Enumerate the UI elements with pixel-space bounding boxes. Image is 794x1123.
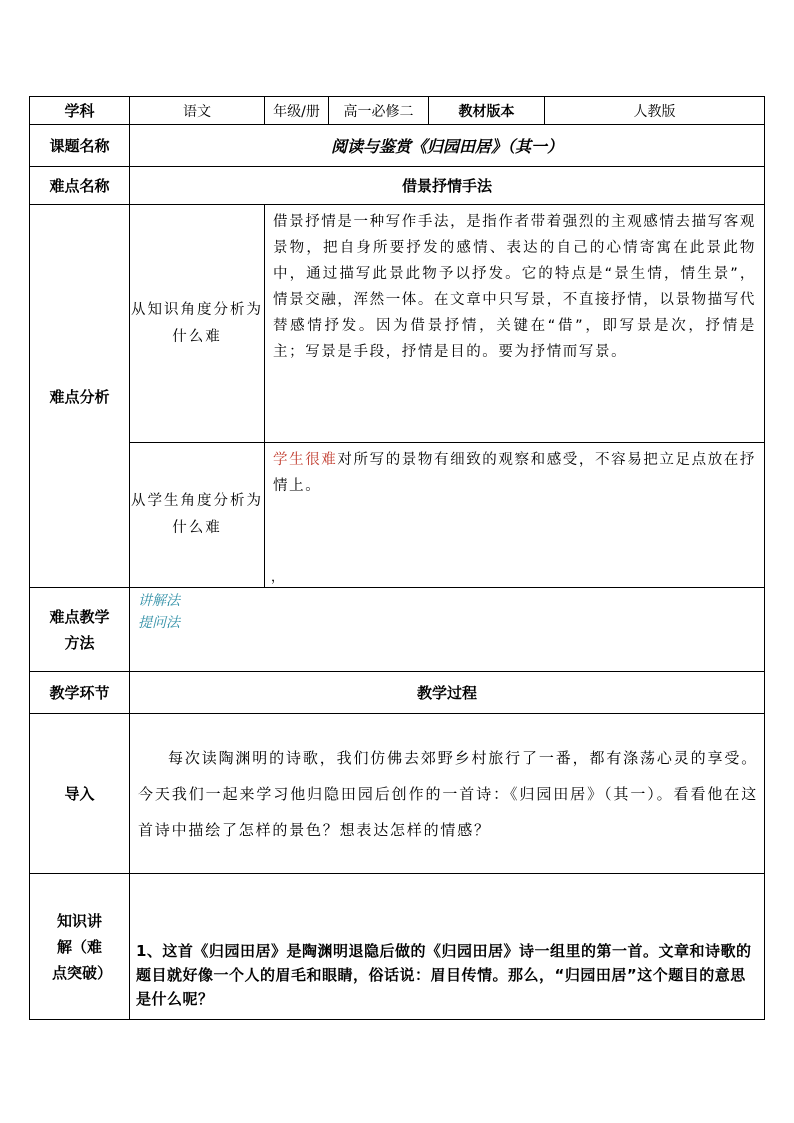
- intro-cell: [130, 714, 765, 874]
- student-angle-trailing-mark: ，: [271, 570, 285, 585]
- knowledge-angle-text: 借景抒情是一种写作手法，是指作者带着强烈的主观感情去描写客观景物，把自身所要抒发的感情、表达的自己的心情寄寓在此景此物中，通过描写此景此物予以抒发。它的特点是“景生情，情生景”，情景交融，浑然一体。在文章中只写景，不直接抒情，以景物描写代替感情抒发。因为借景抒情，关键在“借”，即写景是次，抒情是主；写景是手段，抒情是目的。要为抒情而写景。: [273, 214, 756, 360]
- student-angle-rest: 对所写的景物有细致的观察和感受，不容易把立足点放在抒情上。: [273, 452, 757, 494]
- grade-value: 高一必修二: [329, 97, 429, 125]
- difficulty-value: 借景抒情手法: [130, 167, 765, 205]
- intro-text-content: 每次读陶渊明的诗歌，我们仿佛去郊野乡村旅行了一番，都有涤荡心灵的享受。今天我们一起来学习他归隐田园后创作的一首诗：《归园田居》（其一）。看看他在这首诗中描绘了怎样的景色？想表达怎样的情感？: [138, 748, 758, 839]
- method-row: [30, 588, 765, 672]
- analysis-label: 难点分析: [30, 205, 130, 588]
- method-label: [30, 588, 130, 672]
- process-row: [30, 672, 765, 714]
- process-label: 教学环节: [30, 672, 130, 714]
- edition-label: 教材版本: [429, 97, 545, 125]
- intro-label: 导入: [30, 714, 130, 874]
- knowledge-label-text: 知识讲解（难点突破）: [52, 911, 113, 982]
- knowledge-angle-cell: [265, 205, 765, 443]
- student-angle-highlight: 学生很难: [273, 452, 338, 468]
- analysis-knowledge-row: [30, 205, 765, 443]
- subject-value: 语文: [130, 97, 265, 125]
- intro-text: [130, 740, 764, 848]
- grade-label: 年级/册: [265, 97, 329, 125]
- student-angle-cell: [265, 443, 765, 588]
- topic-row: [30, 125, 765, 167]
- lesson-plan-table: [29, 96, 765, 1020]
- knowledge-row: [30, 874, 765, 1020]
- method-cell: [130, 588, 765, 672]
- method-item-2: 提问法: [138, 615, 180, 631]
- edition-value: 人教版: [545, 97, 765, 125]
- method-item-1: 讲解法: [138, 593, 180, 609]
- knowledge-angle-label: 从知识角度分析为什么难: [130, 205, 265, 443]
- process-value: 教学过程: [130, 672, 765, 714]
- topic-label: 课题名称: [30, 125, 130, 167]
- difficulty-row: [30, 167, 765, 205]
- intro-row: [30, 714, 765, 874]
- topic-value: 阅读与鉴赏《归园田居》（其一）: [130, 125, 765, 167]
- student-angle-label: 从学生角度分析为什么难: [130, 443, 265, 588]
- knowledge-label: [30, 874, 130, 1020]
- method-label-text: 难点教学方法: [49, 607, 110, 652]
- knowledge-text: 1、这首《归园田居》是陶渊明退隐后做的《归园田居》诗一组里的第一首。文章和诗歌的题目就好像一个人的眉毛和眼睛，俗话说：眉目传情。那么，“归园田居”这个题目的意思是什么呢？: [136, 942, 752, 1008]
- analysis-student-row: [30, 443, 765, 588]
- knowledge-cell: [130, 874, 765, 1020]
- difficulty-label: 难点名称: [30, 167, 130, 205]
- header-row: [30, 97, 765, 125]
- student-angle-text: [265, 443, 764, 499]
- subject-label: 学科: [30, 97, 130, 125]
